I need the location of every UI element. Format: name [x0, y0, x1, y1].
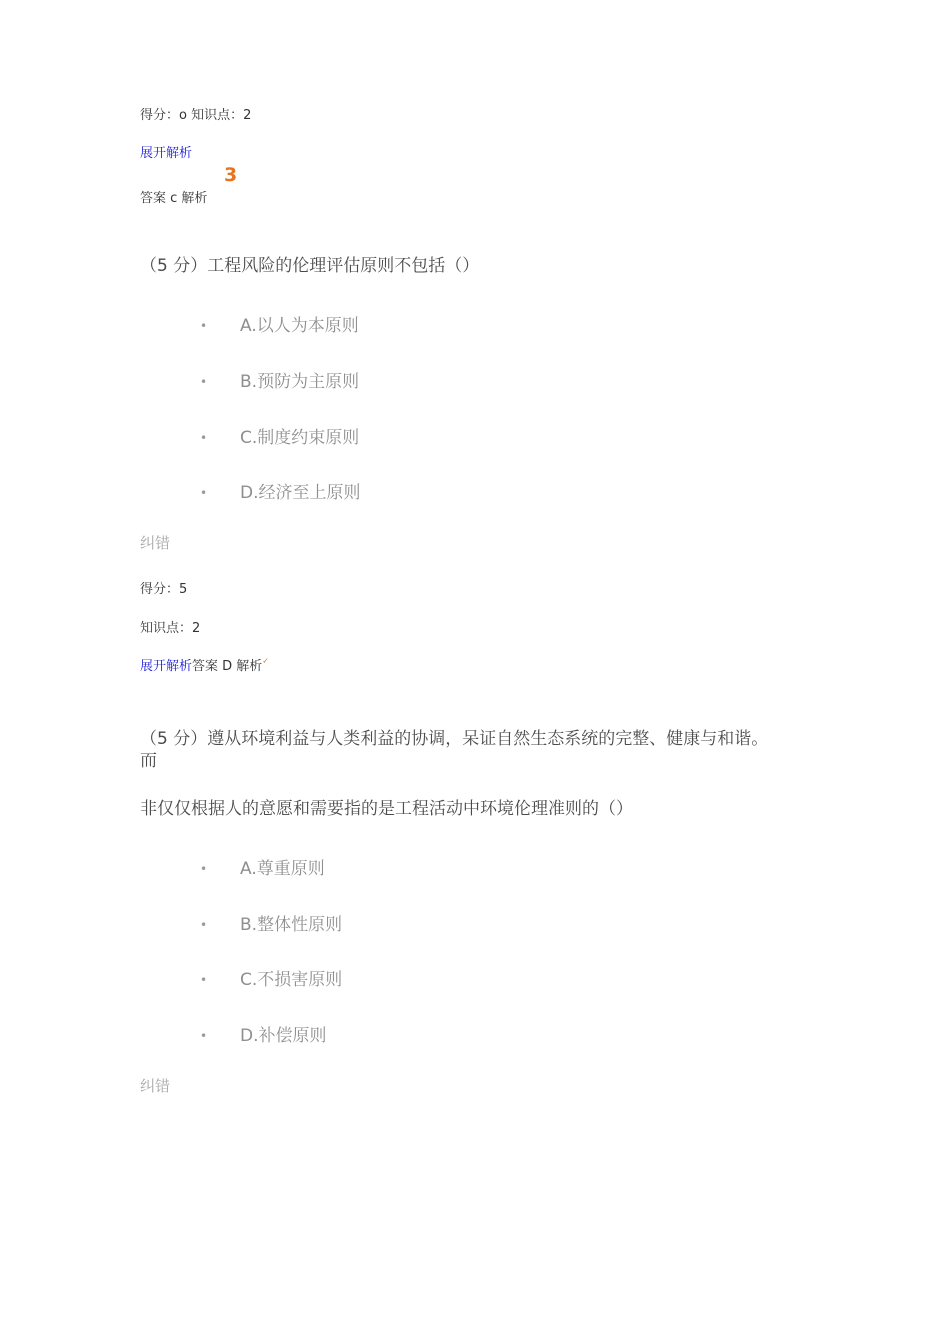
analysis-row [140, 655, 269, 674]
bullet-icon: • [200, 1029, 208, 1043]
answer-line: 答案 D 解析 [192, 659, 263, 674]
question-stem: （5 分）工程风险的伦理评估原则不包括（） [140, 256, 480, 276]
bullet-icon: • [200, 431, 208, 445]
option-label: D.补偿原则 [240, 1026, 327, 1046]
option-label: A.以人为本原则 [240, 316, 359, 336]
option-label: D.经济至上原则 [240, 483, 361, 503]
bullet-icon: • [200, 918, 208, 932]
question-number-badge: 3 [224, 164, 238, 186]
expand-analysis-link[interactable]: 展开解析 [140, 659, 193, 674]
option-label: A.尊重原则 [240, 859, 325, 879]
score-line: 得分：5 [140, 582, 188, 597]
option-label: B.预防为主原则 [240, 372, 360, 392]
option-label: B.整体性原则 [240, 915, 343, 935]
score-knowledge-line: 得分：o 知识点：2 [140, 108, 252, 123]
knowledge-point-line: 知识点：2 [140, 621, 201, 636]
question-stem-line-2: 而 [140, 751, 157, 771]
bullet-icon: • [200, 862, 208, 876]
check-mark-icon: ✓ [262, 656, 269, 666]
bullet-icon: • [200, 375, 208, 389]
answer-line: 答案 c 解析 [140, 191, 208, 206]
report-error-link[interactable]: 纠错 [140, 534, 171, 552]
bullet-icon: • [200, 486, 208, 500]
question-stem-line-3: 非仅仅根据人的意愿和需要指的是工程活动中环境伦理准则的（） [140, 799, 633, 819]
option-label: C.不损害原则 [240, 970, 343, 990]
option-label: C.制度约束原则 [240, 428, 360, 448]
question-stem-line-1: （5 分）遵从环境利益与人类利益的协调，呆证自然生态系统的完整、健康与和谐。 [140, 729, 769, 749]
bullet-icon: • [200, 973, 208, 987]
expand-analysis-link[interactable]: 展开解析 [140, 146, 193, 161]
report-error-link[interactable]: 纠错 [140, 1077, 171, 1095]
bullet-icon: • [200, 319, 208, 333]
